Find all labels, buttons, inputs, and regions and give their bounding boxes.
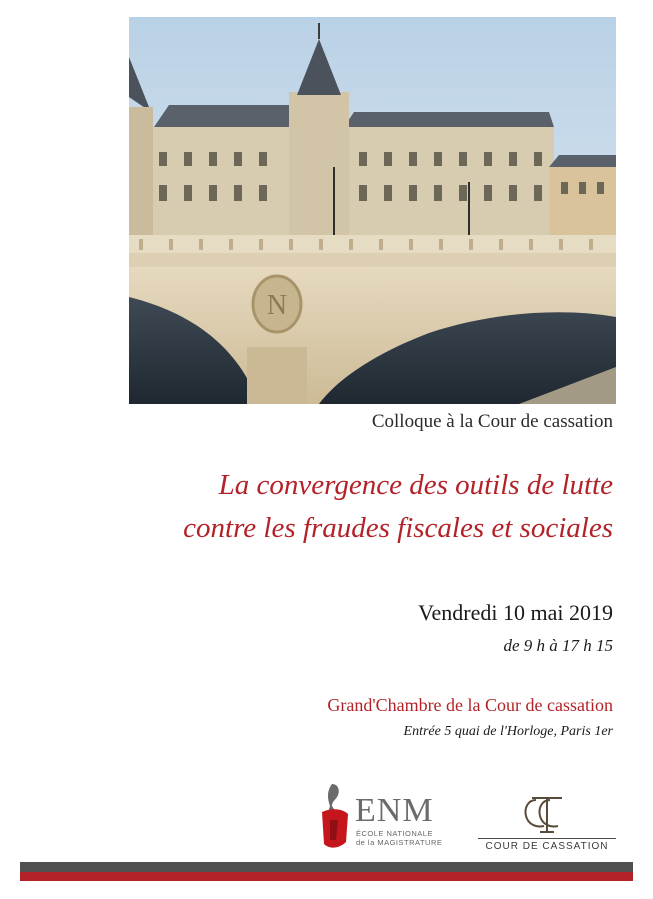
footer-bar-dark [20, 862, 633, 872]
enm-acronym: ENM [355, 792, 434, 829]
enm-subtitle-line-2: de la MAGISTRATURE [356, 837, 443, 847]
event-title [53, 464, 613, 550]
event-address: Entrée 5 quai de l'Horloge, Paris 1er [403, 724, 613, 739]
footer-bar-red [20, 872, 633, 881]
event-title-line-2: contre les fraudes fiscales et sociales [183, 512, 613, 544]
enm-subtitle-line-1: ÉCOLE NATIONALE [356, 829, 433, 838]
event-date: Vendredi 10 mai 2019 [418, 600, 613, 625]
enm-subtitle [356, 830, 442, 847]
event-title-line-1: La convergence des outils de lutte [218, 469, 613, 501]
event-time: de 9 h à 17 h 15 [503, 636, 613, 655]
svg-text:N: N [266, 290, 288, 321]
enm-figure-icon [318, 782, 352, 854]
cour-logo-name: COUR DE CASSATION [485, 841, 609, 852]
enm-logo [318, 782, 458, 854]
event-subtitle: Colloque à la Cour de cassation [371, 411, 613, 432]
cour-logo-rule [478, 838, 616, 839]
cour-monogram-icon [478, 790, 616, 836]
cour-de-cassation-logo [478, 790, 616, 854]
event-venue: Grand'Chambre de la Cour de cassation [327, 695, 613, 715]
cover-photo [129, 17, 616, 404]
